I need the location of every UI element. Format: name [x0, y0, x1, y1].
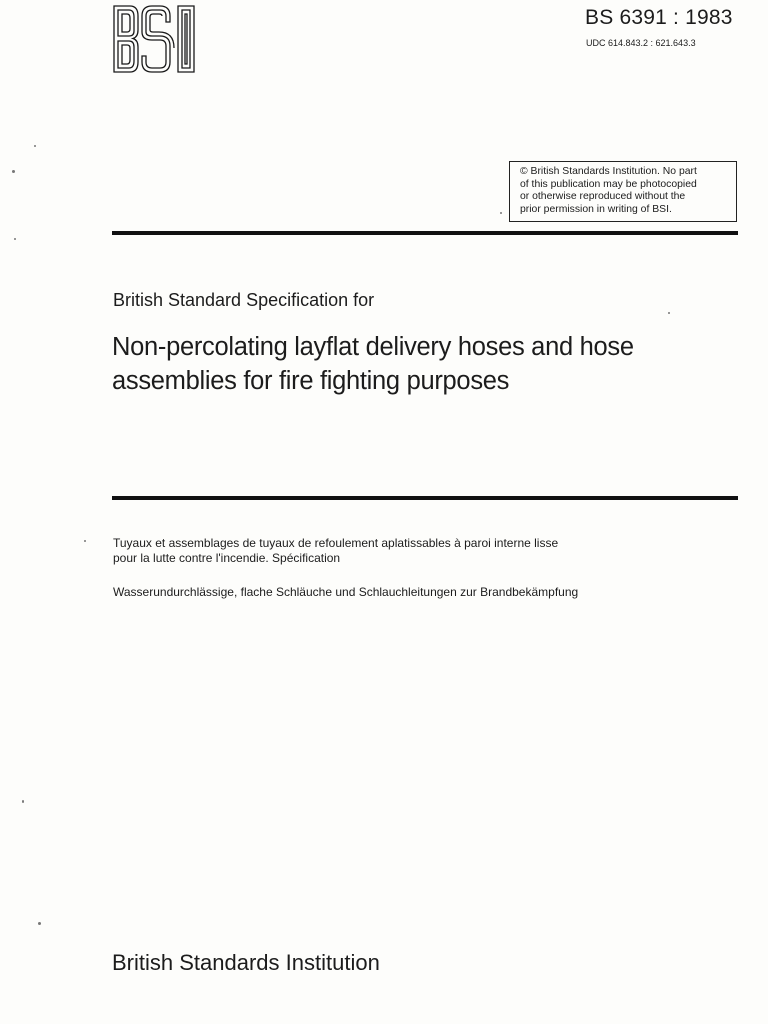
scan-speck	[500, 212, 502, 214]
copyright-notice	[509, 161, 737, 222]
copyright-line: of this publication may be photocopied	[520, 178, 697, 190]
french-title-line: pour la lutte contre l'incendie. Spécification	[113, 551, 341, 565]
bsi-logo	[112, 4, 196, 74]
french-title-line: Tuyaux et assemblages de tuyaux de refoulement aplatissables à paroi interne lisse	[113, 536, 559, 550]
french-title	[113, 536, 558, 566]
scan-speck	[14, 238, 16, 240]
title-line: assemblies for fire fighting purposes	[112, 367, 510, 395]
title-line: Non-percolating layflat delivery hoses and hose	[112, 333, 634, 361]
udc-classification: UDC 614.843.2 : 621.643.3	[586, 38, 696, 48]
document-title	[112, 330, 634, 398]
scan-speck	[84, 540, 86, 542]
copyright-line: or otherwise reproduced without the	[520, 191, 686, 203]
publisher-name: British Standards Institution	[112, 950, 380, 975]
scan-speck	[38, 922, 41, 925]
top-divider	[112, 231, 738, 235]
bsi-logo-mark	[112, 4, 196, 74]
scan-speck	[34, 145, 36, 147]
bottom-divider	[112, 496, 738, 500]
copyright-line: prior permission in writing of BSI.	[520, 203, 672, 215]
scan-speck	[22, 800, 24, 803]
scan-speck	[668, 312, 670, 314]
german-title: Wasserundurchlässige, flache Schläuche und Schlauchleitungen zur Brandbekämpfung	[113, 585, 579, 599]
copyright-line: © British Standards Institution. No part	[520, 166, 697, 177]
scan-speck	[12, 170, 15, 173]
document-subtitle: British Standard Specification for	[113, 290, 375, 310]
standard-number: BS 6391 : 1983	[585, 6, 733, 29]
